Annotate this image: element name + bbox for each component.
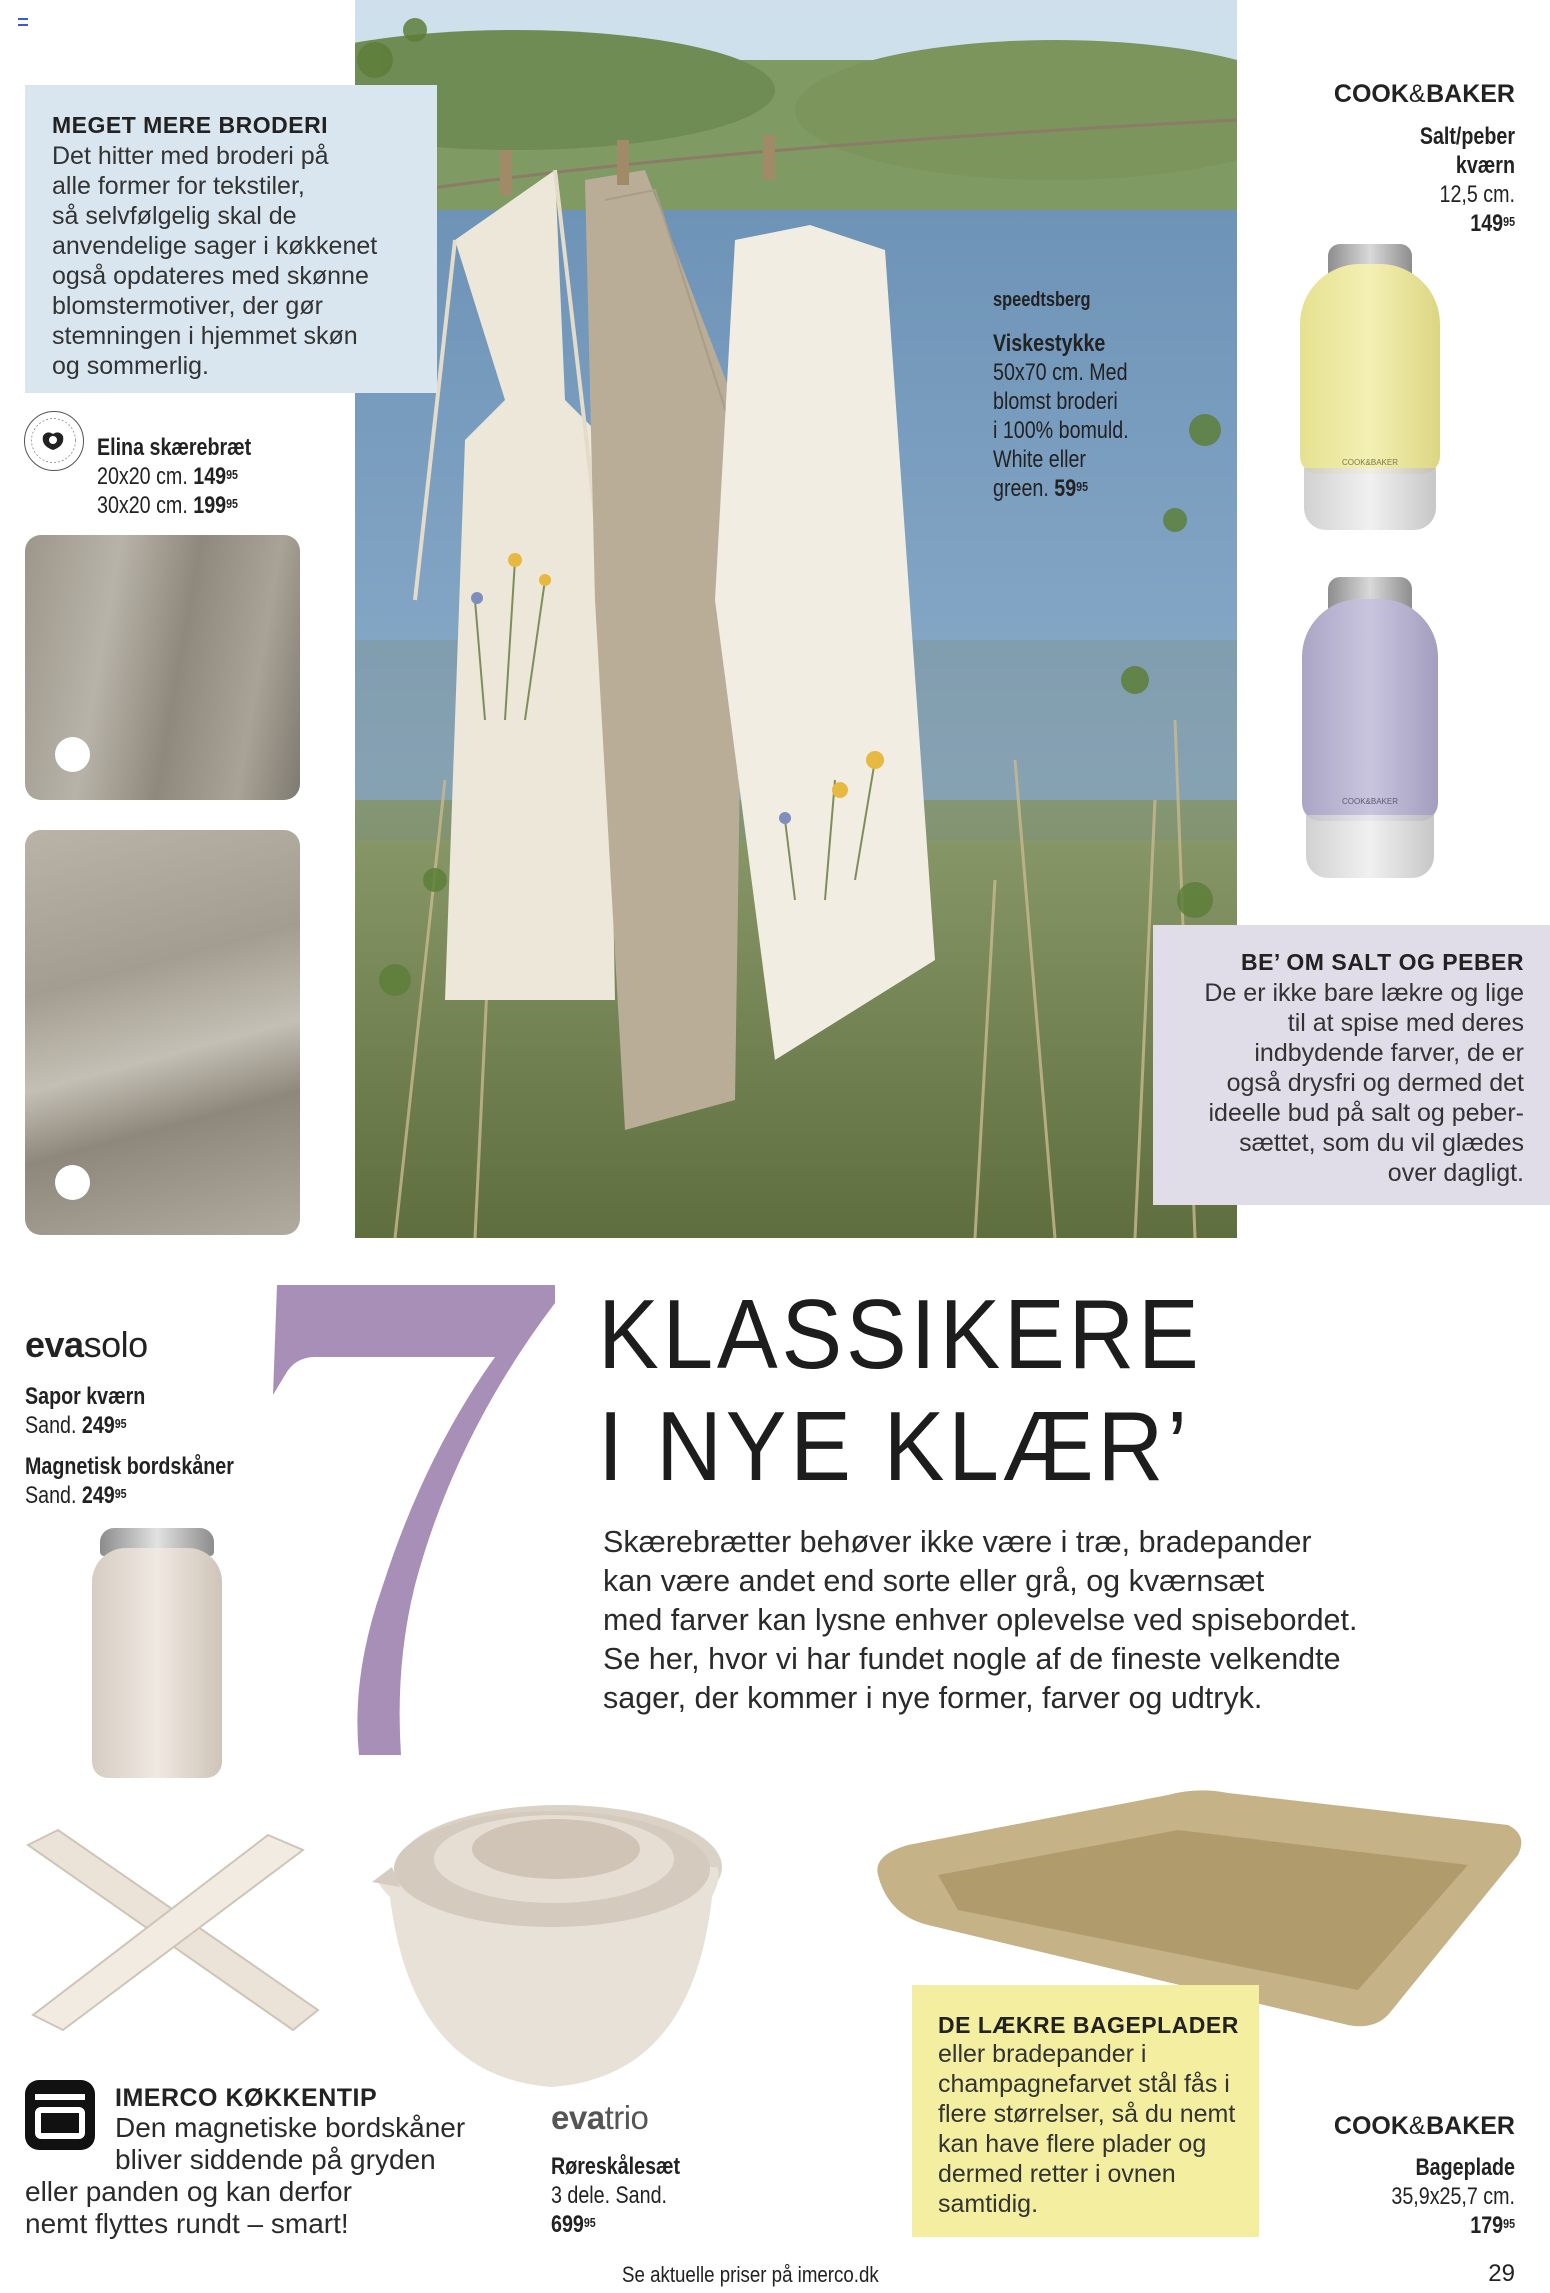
salt-peber-text: De er ikke bare lækre og lige til at spise med deres indbydende farver, de er også drysfri og dermed det ideelle bud på salt og peber- sættet, som du vil glædes over dagligt. — [1204, 979, 1524, 1187]
lake-scene-illustration — [355, 0, 1237, 1238]
bageplader-text: eller bradepander i champagnefarvet stål fås i flere størrelser, så du nemt kan have flere plader og dermed retter i ovnen samtidig. — [938, 2040, 1236, 2218]
imerco-tip-heading: IMERCO KØKKENTIP — [115, 2084, 378, 2112]
embroidery-heading: MEGET MERE BRODERI — [52, 112, 329, 138]
yellow-grinder — [1300, 240, 1440, 532]
salt-peber-info-box — [1153, 925, 1550, 1205]
bordskaaner-price: Sand. $249^{95}$ — [25, 1482, 127, 1509]
salt-peber-price: $149^{95}$ — [1470, 210, 1515, 237]
evatrio-product-info: Røreskålesæt 3 dele. Sand. $699^{95}$ — [551, 2153, 681, 2238]
headline-line-1: KLASSIKERE — [598, 1279, 1203, 1389]
elina-price-1: $149^{95}$ — [193, 463, 238, 490]
trivet-shape — [18, 1825, 328, 2045]
elina-product-info — [97, 433, 285, 520]
lilac-grinder — [1302, 575, 1438, 880]
bowls-illustration — [372, 1787, 724, 2097]
elina-price-line-1: 20x20 cm. $149^{95}$ — [97, 463, 238, 490]
grinder-label: COOK&BAKER — [1341, 797, 1398, 806]
grinder-label: COOK&BAKER — [1341, 458, 1398, 467]
elina-price-line-2: 30x20 cm. $199^{95}$ — [97, 492, 238, 519]
viskestykke-price-line: green. $59^{95}$ — [993, 475, 1089, 502]
headline-intro: Skærebrætter behøver ikke være i træ, bradepander kan være andet end sorte eller grå, og kværnsæt med farver kan lysne enhver oplevelse ved spisebordet. Se her, hvor vi har fundet nogle af de fineste velkendte sager, der kommer i nye former, farver og udtryk. — [603, 1525, 1358, 1715]
bageplader-info-box — [912, 1985, 1259, 2237]
evatrio-logo: evatrio — [551, 2099, 649, 2136]
magnetic-trivet — [18, 1825, 328, 2045]
salt-peber-product-info: Salt/peber kværn 12,5 cm. $149^{95}$ — [1315, 122, 1515, 238]
bageplader-heading: DE LÆKRE BAGEPLADER — [938, 2012, 1239, 2038]
seven-glyph — [255, 1285, 575, 1765]
headline-title — [598, 1278, 1248, 1502]
salt-peber-heading: BE’ OM SALT OG PEBER — [1240, 949, 1524, 975]
grinder-body — [1300, 264, 1440, 474]
sand-grinder — [92, 1528, 222, 1778]
embroidery-text: Det hitter med broderi på alle former for tekstiler, så selvfølgelig skal de anvendelige sager i køkkenet også opdateres med skønne blomstermotiver, der gør stemningen i hjemmet skøn og sommerlig. — [52, 142, 378, 380]
speedtsberg-product-info: speedtsberg Viskestykke 50x70 cm. Med blomst broderi i 100% bomuld. White eller green. $59^{95}$ — [993, 286, 1158, 503]
cutting-board-square — [25, 535, 300, 800]
tea-towel-photo — [355, 0, 1237, 1238]
seal-emblem — [25, 412, 82, 469]
cookbaker-logo-bottom: COOK&BAKER — [1333, 2112, 1515, 2140]
cookbaker-logo-top: COOK&BAKER — [1333, 80, 1515, 108]
mixing-bowl-set — [372, 1787, 724, 2097]
imerco-tip-text: Den magnetiske bordskåner bliver siddende på gryden eller panden og kan derfor nemt flyttes rundt – smart! — [25, 2112, 466, 2239]
bageplade-product-info: Bageplade 35,9x25,7 cm. $179^{95}$ — [1265, 2153, 1515, 2240]
page-number: 29 — [1488, 2260, 1515, 2287]
footer-link-text[interactable]: Se aktuelle priser på imerco.dk — [622, 2262, 879, 2287]
speedtsberg-brand: speedtsberg — [993, 289, 1091, 311]
evatrio-price: $699^{95}$ — [551, 2211, 596, 2238]
elina-price-2: $199^{95}$ — [193, 492, 238, 519]
grinder-body — [1302, 599, 1438, 821]
sapor-price: Sand. $249^{95}$ — [25, 1412, 127, 1439]
imerco-logo-bar — [35, 2094, 85, 2100]
evasolo-logo: evasolo — [25, 1324, 148, 1365]
evasolo-products: Sapor kværn Sand. $249^{95}$ Magnetisk bordskåner Sand. $249^{95}$ — [25, 1383, 234, 1509]
elina-name: Elina skærebræt — [97, 434, 252, 461]
grinder-body — [92, 1548, 222, 1778]
bageplade-price: $179^{95}$ — [1470, 2212, 1515, 2239]
headline-number-seven — [255, 1285, 575, 1765]
corner-mark — [18, 18, 28, 26]
grinder-base — [1306, 815, 1434, 878]
cutting-board-rectangle — [25, 830, 300, 1235]
embroidery-info-box — [25, 85, 437, 393]
brand-seal-icon — [24, 411, 84, 471]
headline-line-2: I NYE KLÆR’ — [598, 1391, 1191, 1501]
viskestykke-name: Viskestykke — [993, 330, 1106, 357]
viskestykke-price: $59^{95}$ — [1054, 475, 1089, 502]
grinder-base — [1304, 468, 1436, 530]
board-hole — [55, 1165, 90, 1200]
board-hole — [55, 737, 90, 772]
